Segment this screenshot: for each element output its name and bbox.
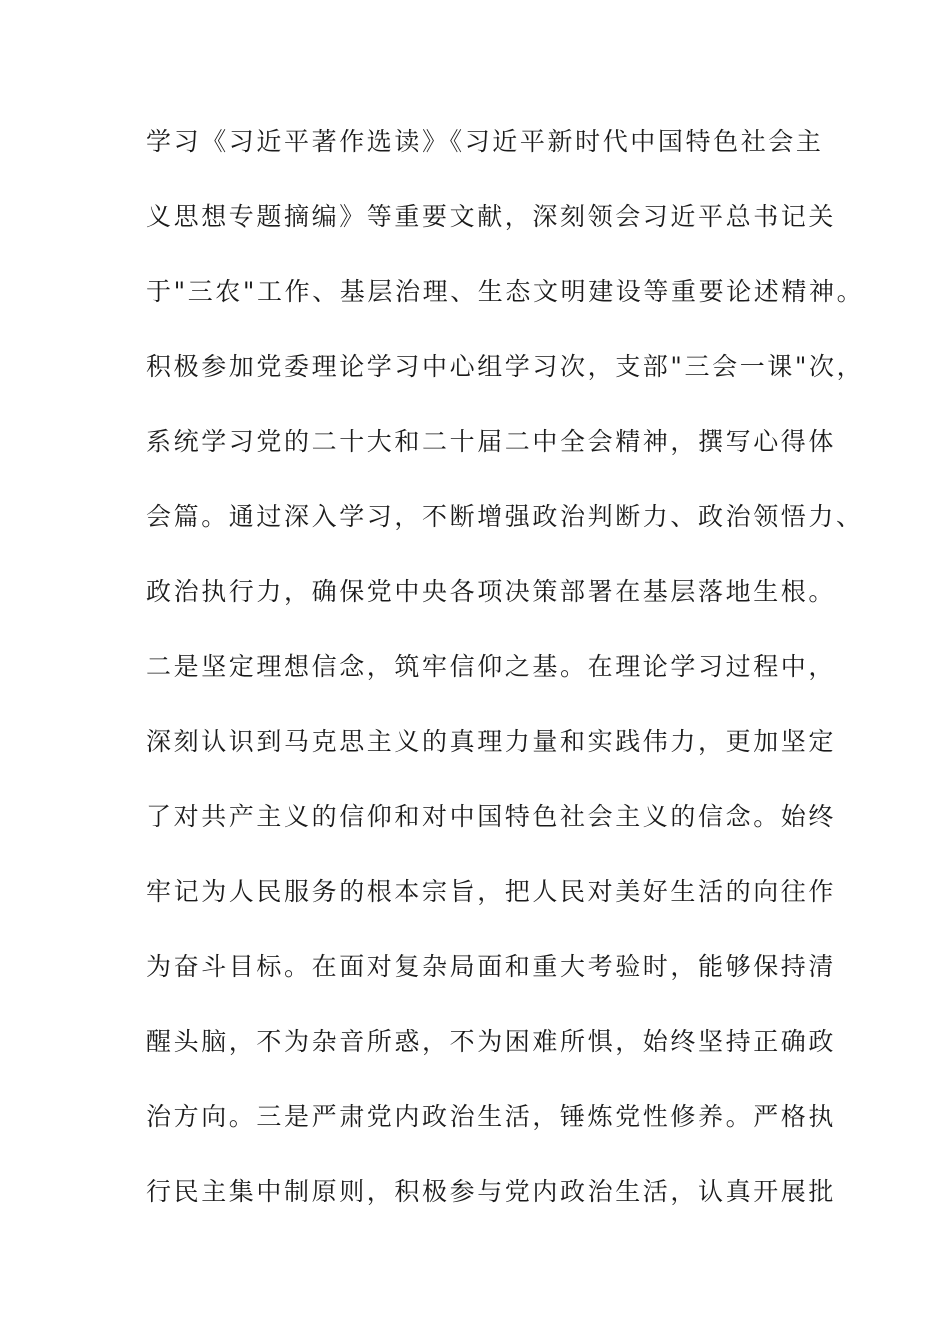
body-text-line: 牢记为人民服务的根本宗旨，把人民对美好生活的向往作: [146, 877, 837, 906]
body-text-line: 积极参加党委理论学习中心组学习次，支部"三会一课"次，: [146, 352, 865, 381]
body-text-line: 义思想专题摘编》等重要文献，深刻领会习近平总书记关: [146, 202, 837, 231]
body-text-line: 会篇。通过深入学习，不断增强政治判断力、政治领悟力、: [146, 502, 864, 531]
body-text-line: 醒头脑，不为杂音所惑，不为困难所惧，始终坚持正确政: [146, 1027, 837, 1056]
body-text-line: 为奋斗目标。在面对复杂局面和重大考验时，能够保持清: [146, 952, 837, 981]
body-text-line: 治方向。三是严肃党内政治生活，锤炼党性修养。严格执: [146, 1102, 837, 1131]
body-text-line: 政治执行力，确保党中央各项决策部署在基层落地生根。: [146, 577, 837, 606]
body-text-line: 学习《习近平著作选读》《习近平新时代中国特色社会主: [146, 127, 824, 156]
body-text-line: 于"三农"工作、基层治理、生态文明建设等重要论述精神。: [146, 277, 865, 306]
body-text-line: 了对共产主义的信仰和对中国特色社会主义的信念。始终: [146, 802, 837, 831]
body-text-line: 系统学习党的二十大和二十届二中全会精神，撰写心得体: [146, 427, 837, 456]
body-text-line: 二是坚定理想信念，筑牢信仰之基。在理论学习过程中，: [146, 652, 837, 681]
body-text-line: 深刻认识到马克思主义的真理力量和实践伟力，更加坚定: [146, 727, 837, 756]
body-text-line: 行民主集中制原则，积极参与党内政治生活，认真开展批: [146, 1177, 837, 1206]
